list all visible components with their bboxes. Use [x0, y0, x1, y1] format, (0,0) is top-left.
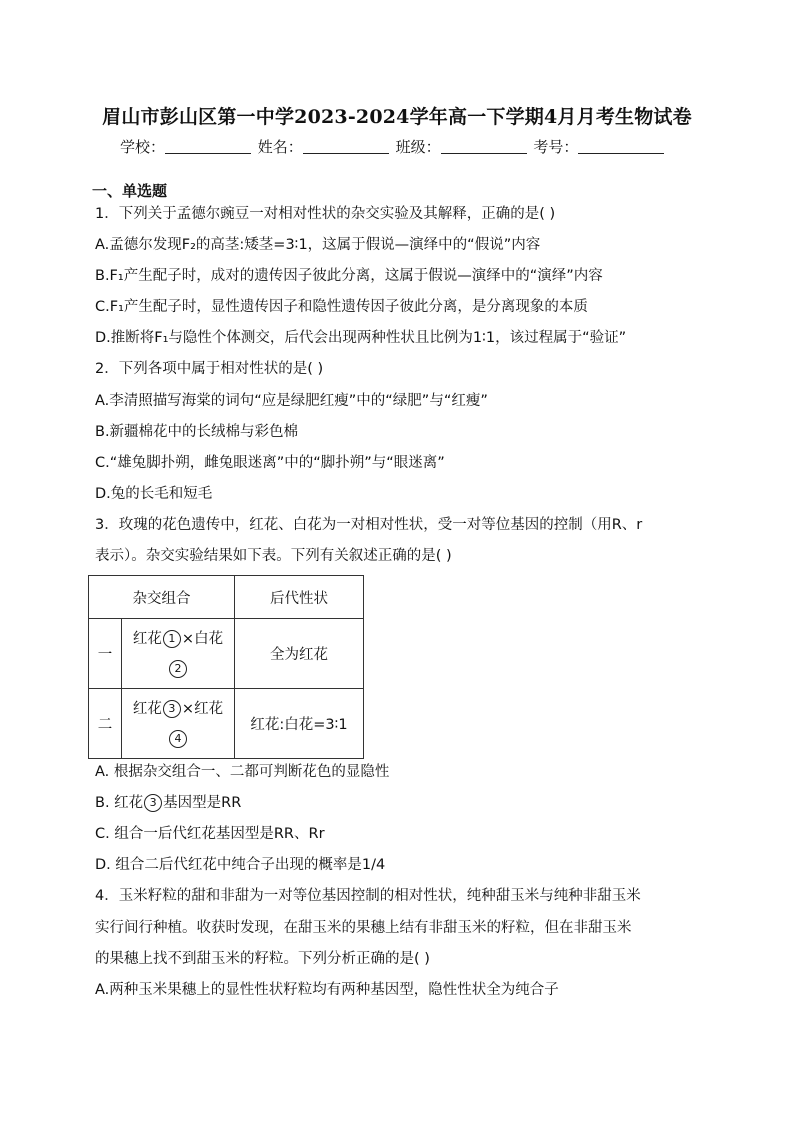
school-field	[120, 136, 253, 157]
circled-number: 2	[169, 660, 187, 678]
parent-2-trait: 白花	[194, 630, 224, 647]
name-label: 姓名：	[257, 138, 303, 156]
q2-stem: 2．下列各项中属于相对性状的是( )	[95, 361, 324, 377]
row-index: 一	[89, 619, 122, 689]
cross-table	[88, 575, 364, 759]
school-blank[interactable]	[165, 139, 251, 154]
exam-title: 眉山市彭山区第一中学2023-2024学年高一下学期4月月考生物试卷	[102, 106, 692, 128]
combination-line1	[122, 694, 234, 724]
q1-option-d: D.推断将F₁与隐性个体测交，后代会出现两种性状且比例为1∶1，该过程属于“验证”	[95, 330, 627, 346]
cross-sign: ×	[181, 700, 195, 717]
parent-2-trait: 红花	[194, 700, 224, 717]
combination-line1	[122, 624, 234, 654]
q4-stem-line2: 实行间行种植。收获时发现，在甜玉米的果穗上结有非甜玉米的籽粒，但在非甜玉米	[95, 920, 632, 936]
table-header-row	[89, 576, 364, 619]
circled-number: 4	[169, 730, 187, 748]
name-blank[interactable]	[303, 139, 389, 154]
header-cross-combination: 杂交组合	[89, 576, 235, 619]
circled-number: 1	[163, 630, 181, 648]
q2-option-a: A.李清照描写海棠的词句“应是绿肥红瘦”中的“绿肥”与“红瘦”	[95, 393, 488, 409]
combination-line2	[122, 654, 234, 684]
q3-option-c: C. 组合一后代红花基因型是RR、Rr	[95, 826, 325, 842]
q4-option-a: A.两种玉米果穗上的显性性状籽粒均有两种基因型，隐性性状全为纯合子	[95, 982, 559, 998]
combination-line2	[122, 724, 234, 754]
q3-option-a: A. 根据杂交组合一、二都可判断花色的显隐性	[95, 764, 390, 780]
q1-option-a: A.孟德尔发现F₂的高茎:矮茎=3∶1，这属于假说—演绎中的“假说”内容	[95, 237, 541, 253]
class-blank[interactable]	[441, 139, 527, 154]
q1-option-b: B.F₁产生配子时，成对的遗传因子彼此分离，这属于假说—演绎中的“演绎”内容	[95, 268, 603, 284]
q1-option-c: C.F₁产生配子时，显性遗传因子和隐性遗传因子彼此分离，是分离现象的本质	[95, 299, 588, 315]
parent-1-trait: 红花	[132, 630, 162, 647]
table-row	[89, 689, 364, 759]
offspring-trait-cell: 全为红花	[235, 619, 364, 689]
class-field	[396, 136, 529, 157]
parent-1-trait: 红花	[132, 700, 162, 717]
class-label: 班级：	[395, 138, 441, 156]
row-index: 二	[89, 689, 122, 759]
q4-stem-line1: 4．玉米籽粒的甜和非甜为一对等位基因控制的相对性状，纯种甜玉米与纯种非甜玉米	[95, 888, 641, 904]
q1-stem: 1．下列关于孟德尔豌豆一对相对性状的杂交实验及其解释，正确的是( )	[95, 206, 556, 222]
q3-option-b-suffix: 基因型是RR	[163, 795, 242, 811]
q3-option-b-prefix: B. 红花	[95, 795, 144, 811]
circled-number: 3	[163, 700, 181, 718]
cross-sign: ×	[181, 630, 195, 647]
q3-stem-line2: 表示）。杂交实验结果如下表。下列有关叙述正确的是( )	[95, 548, 452, 564]
name-field	[258, 136, 391, 157]
circled-number: 3	[144, 794, 162, 812]
q2-option-d: D.兔的长毛和短毛	[95, 486, 213, 502]
student-info-row	[120, 136, 666, 157]
section-heading: 一、单选题	[92, 182, 168, 200]
exam-number-field	[533, 136, 666, 157]
q4-stem-line3: 的果穗上找不到甜玉米的籽粒。下列分析正确的是( )	[95, 951, 430, 967]
q2-option-c: C.“雄兔脚扑朔，雌兔眼迷离”中的“脚扑朔”与“眼迷离”	[95, 455, 445, 471]
cross-combination-cell	[122, 689, 235, 759]
header-offspring-trait: 后代性状	[235, 576, 364, 619]
q2-option-b: B.新疆棉花中的长绒棉与彩色棉	[95, 424, 299, 440]
q3-option-b	[95, 793, 241, 813]
offspring-trait-cell: 红花:白花=3∶1	[235, 689, 364, 759]
q3-option-d: D. 组合二后代红花中纯合子出现的概率是1/4	[95, 857, 386, 873]
cross-combination-cell	[122, 619, 235, 689]
exam-number-blank[interactable]	[578, 139, 664, 154]
table-row	[89, 619, 364, 689]
school-label: 学校：	[120, 138, 166, 156]
q3-stem-line1: 3．玫瑰的花色遗传中，红花、白花为一对相对性状，受一对等位基因的控制（用R、r	[95, 517, 643, 533]
exam-number-label: 考号：	[533, 138, 579, 156]
